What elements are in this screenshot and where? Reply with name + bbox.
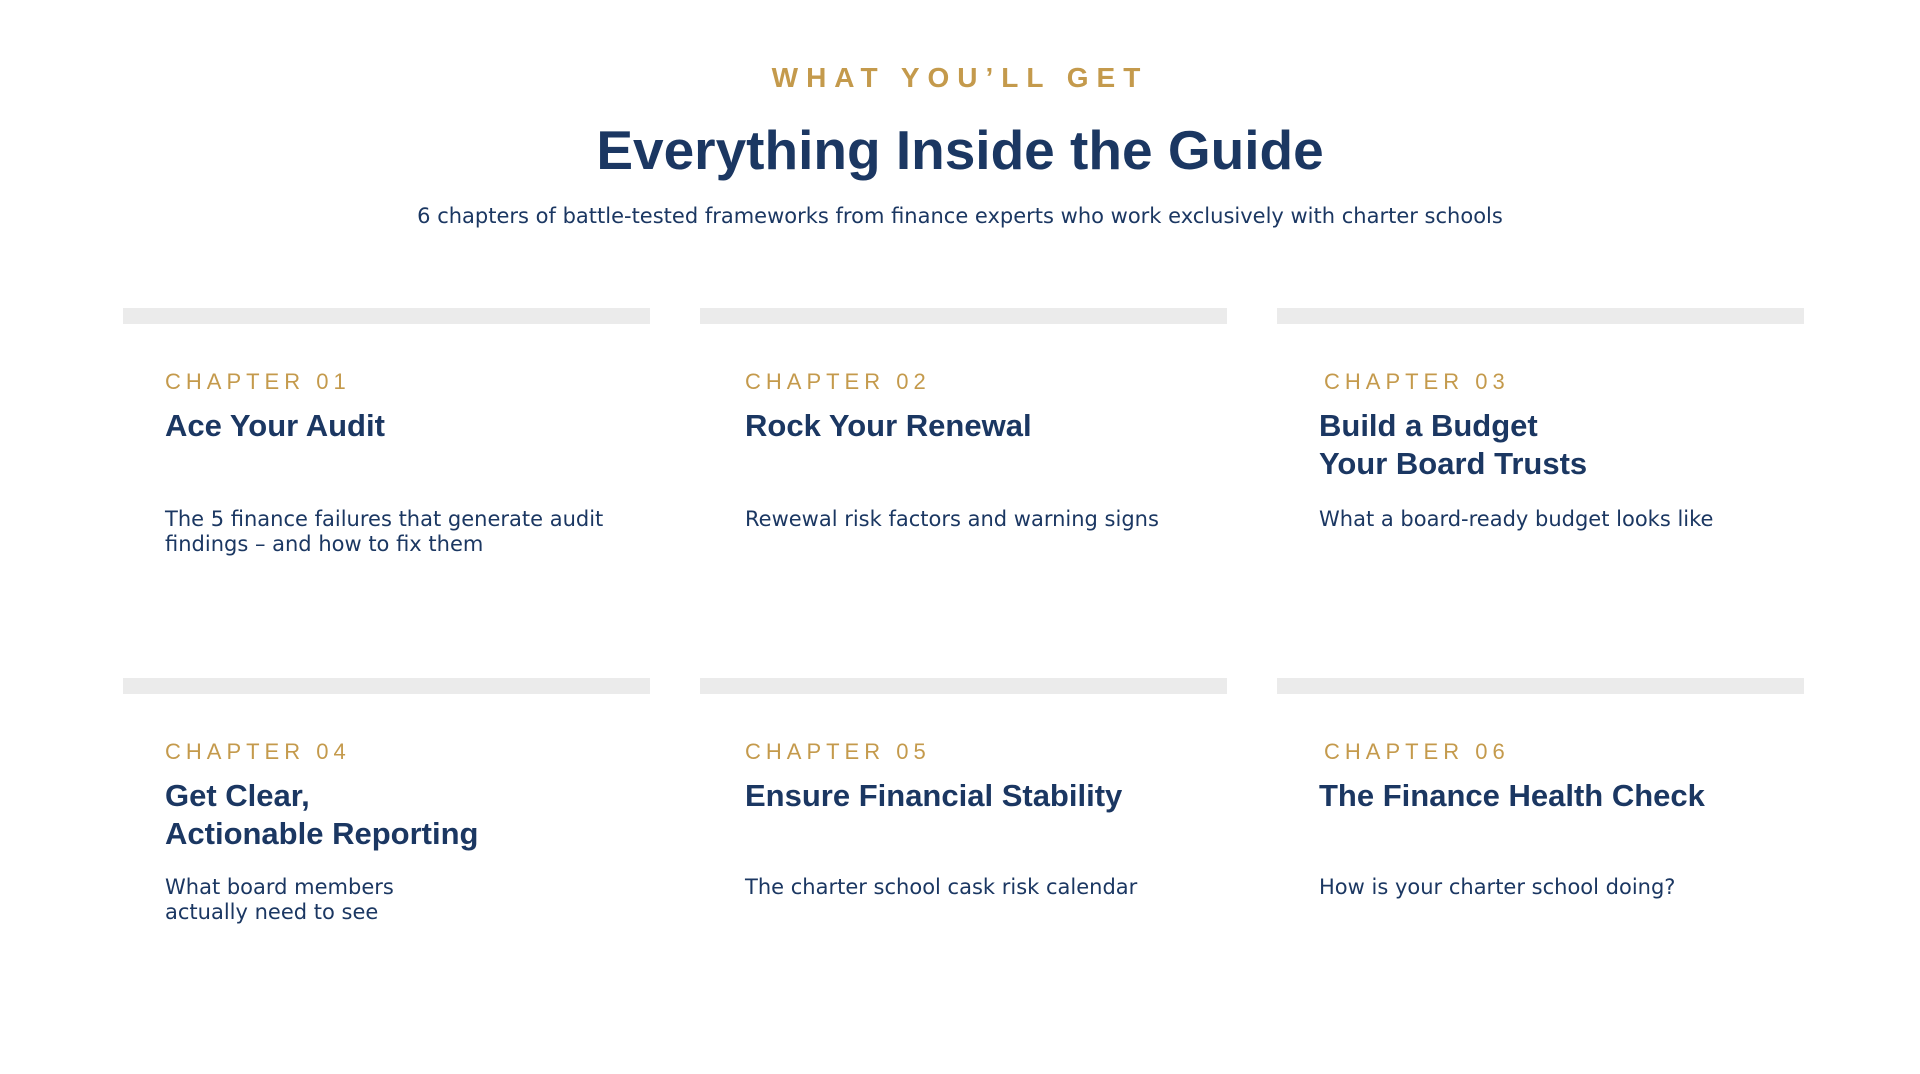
chapter-card-04 (123, 678, 650, 1018)
card-top-bar (1277, 308, 1804, 324)
chapter-title: Ace Your Audit (165, 408, 385, 443)
chapter-description: What a board-ready budget looks like (1319, 507, 1714, 531)
chapter-title: Build a Budget Your Board Trusts (1319, 408, 1588, 481)
card-top-bar (123, 678, 650, 694)
chapter-card-03 (1277, 308, 1804, 648)
chapter-label: CHAPTER 04 (165, 739, 351, 764)
chapter-description: What board members actually need to see (165, 875, 394, 924)
chapter-title: Rock Your Renewal (745, 408, 1032, 443)
section-eyebrow: WHAT YOU’LL GET (771, 62, 1149, 93)
chapter-card-02 (700, 308, 1227, 648)
chapter-title: Ensure Financial Stability (745, 778, 1123, 813)
chapter-description: The charter school cask risk calendar (745, 875, 1138, 899)
chapter-card-05 (700, 678, 1227, 1018)
card-top-bar (700, 308, 1227, 324)
card-top-bar (700, 678, 1227, 694)
chapter-title: The Finance Health Check (1319, 778, 1705, 813)
chapter-label: CHAPTER 03 (1324, 369, 1510, 394)
card-top-bar (1277, 678, 1804, 694)
chapter-label: CHAPTER 01 (165, 369, 351, 394)
chapter-title: Get Clear, Actionable Reporting (165, 778, 479, 851)
card-top-bar (123, 308, 650, 324)
chapter-card-06 (1277, 678, 1804, 1018)
chapter-label: CHAPTER 05 (745, 739, 931, 764)
page-title: Everything Inside the Guide (596, 119, 1324, 181)
page-subtitle: 6 chapters of battle-tested frameworks from finance experts who work exclusively with charter schools (417, 204, 1503, 228)
chapter-label: CHAPTER 06 (1324, 739, 1510, 764)
chapter-description: Rewewal risk factors and warning signs (745, 507, 1159, 531)
chapter-card-01 (123, 308, 650, 648)
chapter-description: How is your charter school doing? (1319, 875, 1676, 899)
chapter-description: The 5 finance failures that generate audit findings – and how to fix them (165, 507, 604, 556)
chapter-label: CHAPTER 02 (745, 369, 931, 394)
